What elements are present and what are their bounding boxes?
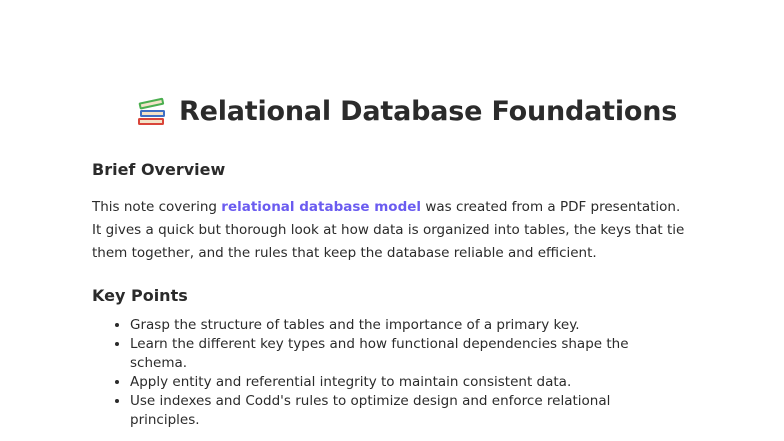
overview-text-before: This note covering [92,199,222,215]
key-points-list [92,316,670,430]
books-icon [135,94,169,128]
list-item: • Apply entity and referential integrity to maintain consistent data. [130,373,670,392]
relational-model-link[interactable]: relational database model [221,199,422,215]
overview-paragraph [92,196,692,265]
list-item: • Learn the different key types and how functional dependencies shape the schema. [130,335,670,373]
title-row [135,94,677,128]
page-title: Relational Database Foundations [179,95,678,127]
overview-heading: Brief Overview [92,160,226,179]
list-item: • Grasp the structure of tables and the importance of a primary key. [130,316,670,335]
overview-text-after: was created from a PDF presentation. It gives a quick but thorough look at how data is organized into tables, the keys that tie them together, and the rules that keep the database reliable and efficient. [92,199,685,261]
list-item: • Use indexes and Codd's rules to optimize design and enforce relational principles. [130,392,670,430]
key-points-heading: Key Points [92,286,188,305]
